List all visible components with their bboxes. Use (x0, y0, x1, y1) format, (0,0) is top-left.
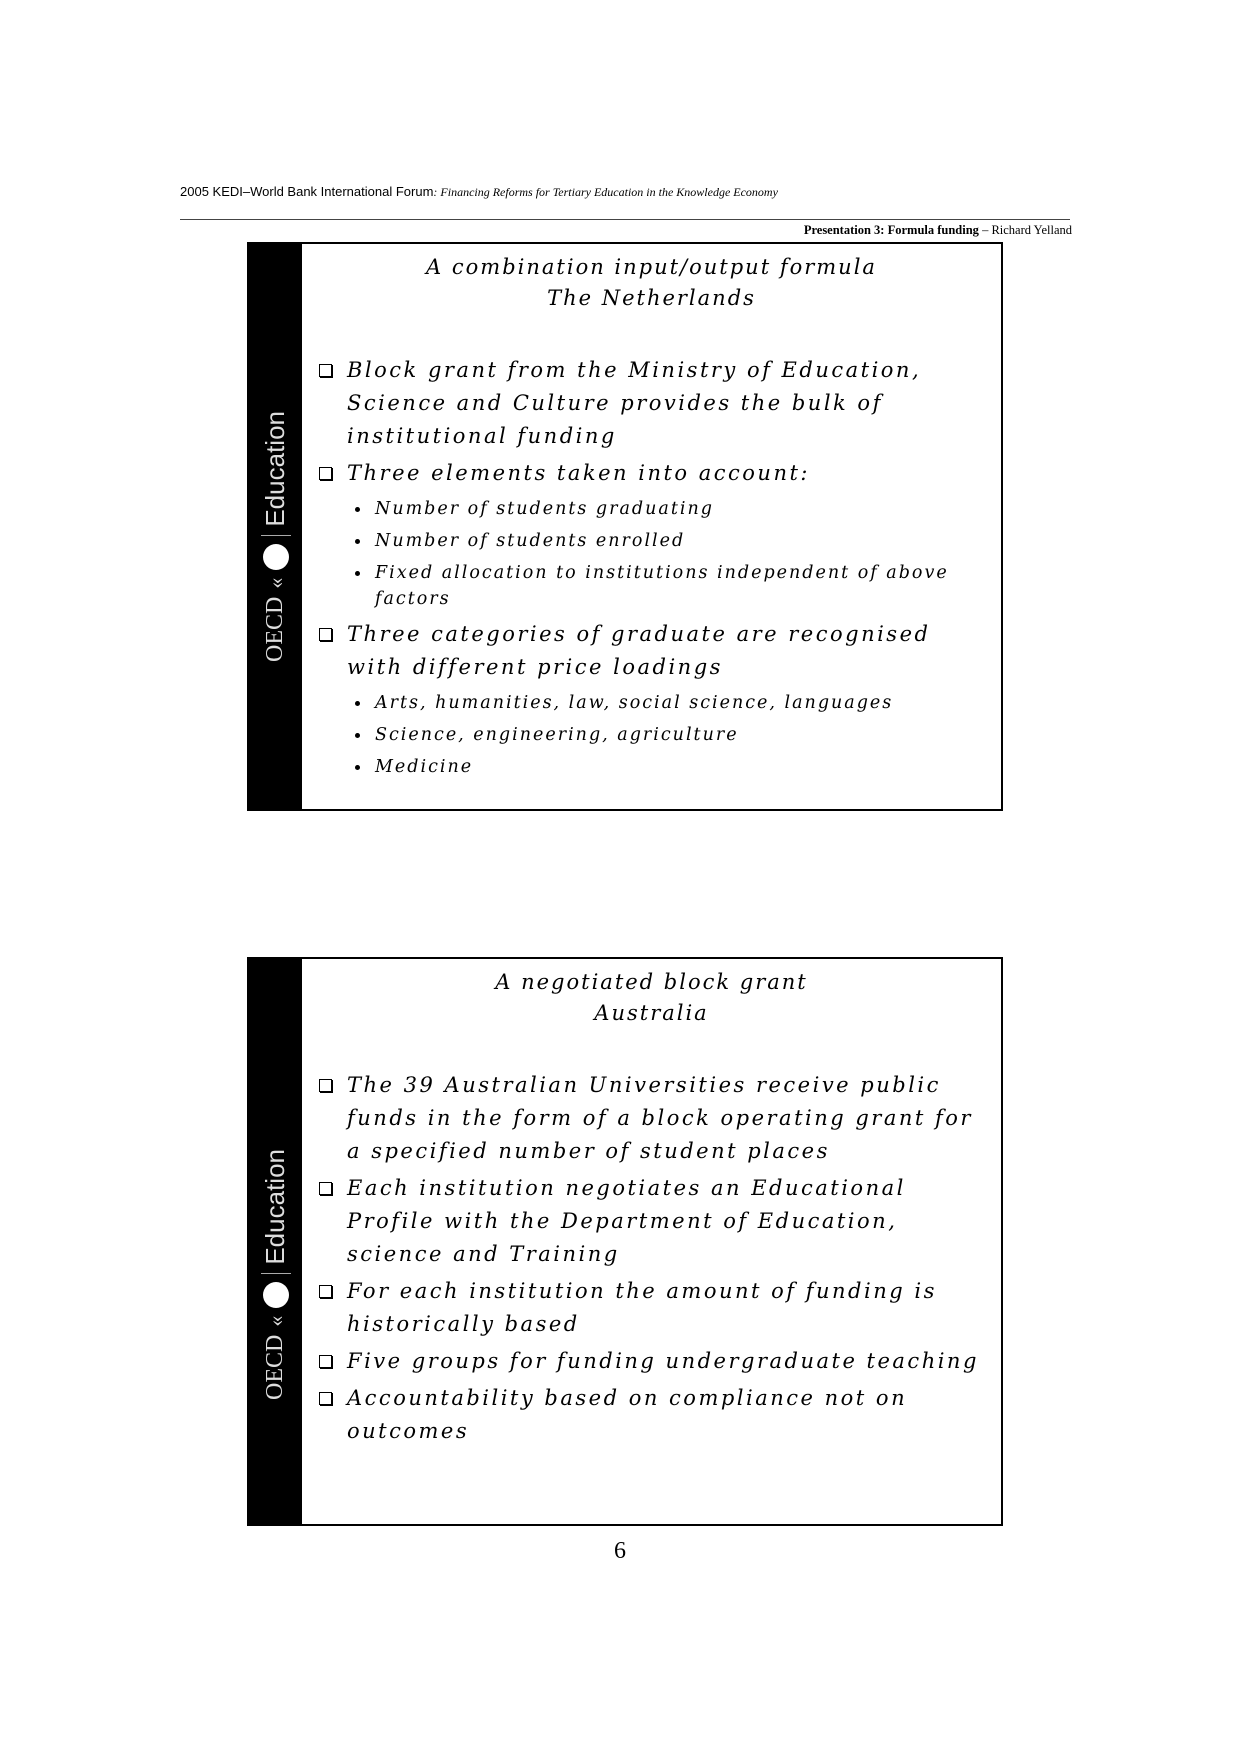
logo-education-text: Education (260, 1148, 290, 1265)
chevron-icon: « (262, 577, 288, 589)
checkbox-bullet-icon (319, 1355, 332, 1368)
page-number: 6 (614, 1538, 626, 1564)
bullet: Five groups for funding undergraduate teaching (319, 1345, 987, 1378)
presenter-name: – Richard Yelland (978, 223, 1072, 237)
slide-body (319, 354, 987, 786)
oecd-education-logo (249, 354, 302, 719)
logo-oecd-text: OECD (262, 596, 288, 662)
title-line: A combination input/output formula (426, 255, 877, 279)
presentation-title: Presentation 3: Formula funding (803, 223, 979, 237)
header-rule (180, 219, 1070, 220)
title-line: Australia (594, 1001, 709, 1025)
checkbox-bullet-icon (319, 628, 332, 641)
title-line: A negotiated block grant (495, 970, 808, 994)
bullet: The 39 Australian Universities receive public funds in the form of a block operating grant for a specified number of student places (319, 1069, 987, 1168)
slide-body (319, 1069, 987, 1452)
sub-bullet: Arts, humanities, law, social science, languages (319, 690, 987, 716)
checkbox-bullet-icon (319, 1079, 332, 1092)
logo-oecd-text: OECD (262, 1334, 288, 1400)
checkbox-bullet-icon (319, 467, 332, 480)
slide-title (302, 967, 1001, 1029)
logo-education-text: Education (260, 411, 290, 527)
presentation-label (804, 223, 1072, 238)
bullet: Each institution negotiates an Educational Profile with the Department of Education, science and Training (319, 1172, 987, 1271)
running-header (180, 184, 778, 200)
sub-bullet: Number of students graduating (319, 496, 987, 522)
dot-icon (355, 765, 360, 770)
dot-icon (355, 733, 360, 738)
bullet: Block grant from the Ministry of Education, Science and Culture provides the bulk of institutional funding (319, 354, 987, 453)
checkbox-bullet-icon (319, 1285, 332, 1298)
sub-bullet: Fixed allocation to institutions independent of above factors (319, 560, 987, 612)
checkbox-bullet-icon (319, 1392, 332, 1405)
chevron-icon: « (262, 1315, 288, 1327)
dot-icon (355, 539, 360, 544)
slide-netherlands (247, 242, 1003, 811)
slide-title (302, 252, 1001, 314)
title-line: The Netherlands (547, 286, 756, 310)
checkbox-bullet-icon (319, 1182, 332, 1195)
sub-bullet: Medicine (319, 754, 987, 780)
dot-icon (355, 507, 360, 512)
dot-icon (355, 571, 360, 576)
sub-bullet: Number of students enrolled (319, 528, 987, 554)
checkbox-bullet-icon (319, 364, 332, 377)
bullet: Three elements taken into account: (319, 457, 987, 490)
forum-name: 2005 KEDI–World Bank International Forum (180, 184, 434, 199)
sub-bullet: Science, engineering, agriculture (319, 722, 987, 748)
circle-icon (263, 1281, 289, 1307)
circle-icon (263, 544, 289, 570)
bullet: Three categories of graduate are recognised with different price loadings (319, 618, 987, 684)
dot-icon (355, 701, 360, 706)
bullet: For each institution the amount of funding is historically based (319, 1275, 987, 1341)
forum-subtitle: : Financing Reforms for Tertiary Education in the Knowledge Economy (433, 185, 778, 199)
bullet: Accountability based on compliance not on outcomes (319, 1382, 987, 1448)
oecd-education-logo (249, 1089, 302, 1459)
slide-australia (247, 957, 1003, 1526)
